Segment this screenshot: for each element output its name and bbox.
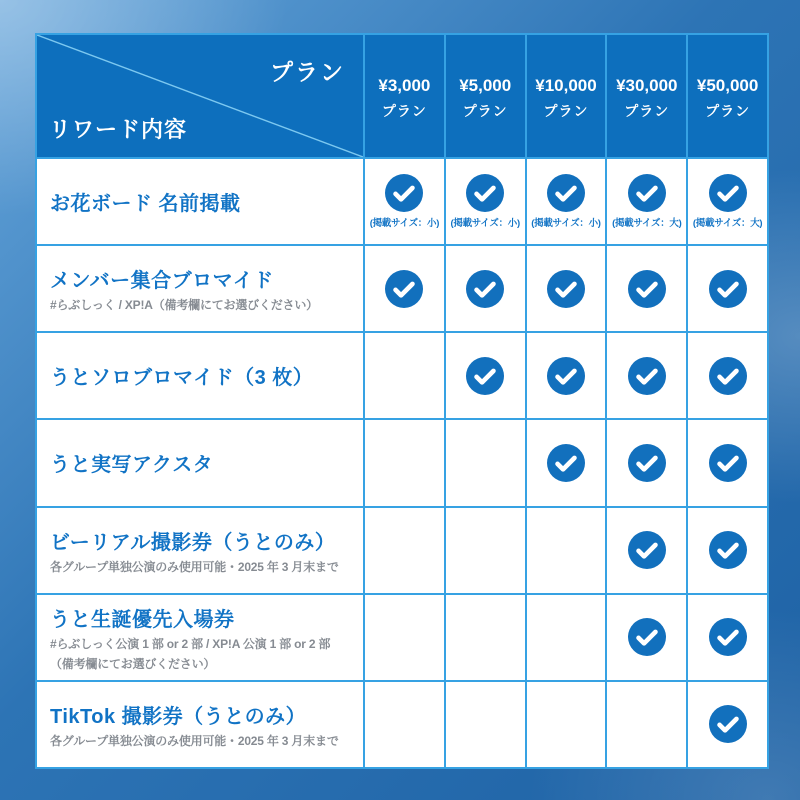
check-cell [365,246,444,331]
check-icon [628,618,666,656]
plan-price: ¥3,000 [378,75,431,95]
check-cell [446,159,525,244]
plan-unit: プラン [705,102,751,119]
reward-row-label-flower-board [37,159,363,244]
check-cell [527,420,606,505]
check-icon [709,705,747,743]
reward-row-label-acrylic-stand [37,420,363,505]
check-size-label: (掲載サイズ：大) [612,218,682,230]
check-cell [446,246,525,331]
check-size-label: (掲載サイズ：小) [369,218,440,230]
check-cell [527,595,606,680]
check-cell [607,333,686,418]
check-cell [527,246,606,331]
plan-price: ¥30,000 [616,75,678,95]
check-size-label: (掲載サイズ：大) [692,218,763,230]
check-cell [365,508,444,593]
check-icon [628,270,666,308]
reward-title: メンバー集合ブロマイド [50,270,274,293]
reward-title: うと生誕優先入場券 [50,608,235,631]
check-icon [709,174,747,212]
reward-row-label-group-bromide [37,246,363,331]
check-cell [688,159,767,244]
check-icon [547,174,585,212]
reward-subtitle: #らぶしっく公演 1 部 or 2 部 / XP!A 公演 1 部 or 2 部 [50,636,331,651]
check-cell [688,508,767,593]
plan-unit: プラン [543,102,589,119]
check-size-label: (掲載サイズ：小) [531,218,601,230]
check-cell [607,682,686,767]
check-cell [527,159,606,244]
check-icon [709,270,747,308]
reward-subtitle: 各グループ単独公演のみ使用可能・2025 年 3 月末まで [50,559,339,574]
check-cell [365,159,444,244]
check-size-label: (掲載サイズ：小) [450,218,520,230]
check-cell [527,333,606,418]
reward-title: お花ボード 名前掲載 [50,193,241,216]
plan-unit: プラン [624,102,670,119]
check-icon [466,357,504,395]
corner-header-cell [37,35,363,157]
reward-title: うと実写アクスタ [50,454,214,477]
reward-title: うとソロブロマイド（3 枚） [50,367,314,390]
check-cell [365,682,444,767]
plan-unit: プラン [462,102,508,119]
plan-column-header-50000 [688,35,767,157]
check-icon [547,357,585,395]
reward-row-label-bereal-ticket [37,508,363,593]
check-cell [607,420,686,505]
plan-price: ¥5,000 [459,75,512,95]
reward-row-label-tiktok-ticket [37,682,363,767]
check-icon [709,444,747,482]
corner-plan-label: プラン [270,59,345,85]
reward-plan-table [35,33,769,769]
check-cell [365,420,444,505]
reward-title: ビーリアル撮影券（うとのみ） [50,531,336,554]
check-icon [547,270,585,308]
check-cell [688,246,767,331]
plan-column-header-30000 [607,35,686,157]
reward-title: TikTok 撮影券（うとのみ） [50,705,307,728]
reward-subtitle-line2: （備考欄にてお選びください） [50,656,216,671]
reward-subtitle: 各グループ単独公演のみ使用可能・2025 年 3 月末まで [50,733,339,748]
check-cell [607,508,686,593]
check-icon [709,357,747,395]
plan-price: ¥50,000 [696,75,759,95]
check-icon [466,270,504,308]
check-icon [628,531,666,569]
check-cell [527,682,606,767]
check-cell [527,508,606,593]
check-icon [709,531,747,569]
check-cell [688,682,767,767]
check-icon [628,174,666,212]
check-cell [446,508,525,593]
check-icon [547,444,585,482]
reward-row-label-birthday-priority-entry [37,595,363,680]
check-icon [385,270,423,308]
reward-subtitle: #らぶしっく / XP!A（備考欄にてお選びください） [50,298,318,313]
plan-column-header-5000 [446,35,525,157]
reward-row-label-solo-bromide [37,333,363,418]
check-cell [365,333,444,418]
check-icon [628,444,666,482]
check-cell [446,682,525,767]
check-cell [688,595,767,680]
check-icon [466,174,504,212]
plan-column-header-3000 [365,35,444,157]
check-cell [365,595,444,680]
check-cell [688,333,767,418]
check-cell [607,246,686,331]
check-icon [628,357,666,395]
check-cell [446,333,525,418]
check-icon [709,618,747,656]
check-cell [688,420,767,505]
check-cell [607,595,686,680]
corner-reward-label: リワード内容 [49,117,188,142]
plan-column-header-10000 [527,35,606,157]
check-cell [446,420,525,505]
check-cell [607,159,686,244]
check-cell [446,595,525,680]
plan-unit: プラン [381,102,427,119]
check-icon [385,174,423,212]
plan-price: ¥10,000 [535,75,597,95]
